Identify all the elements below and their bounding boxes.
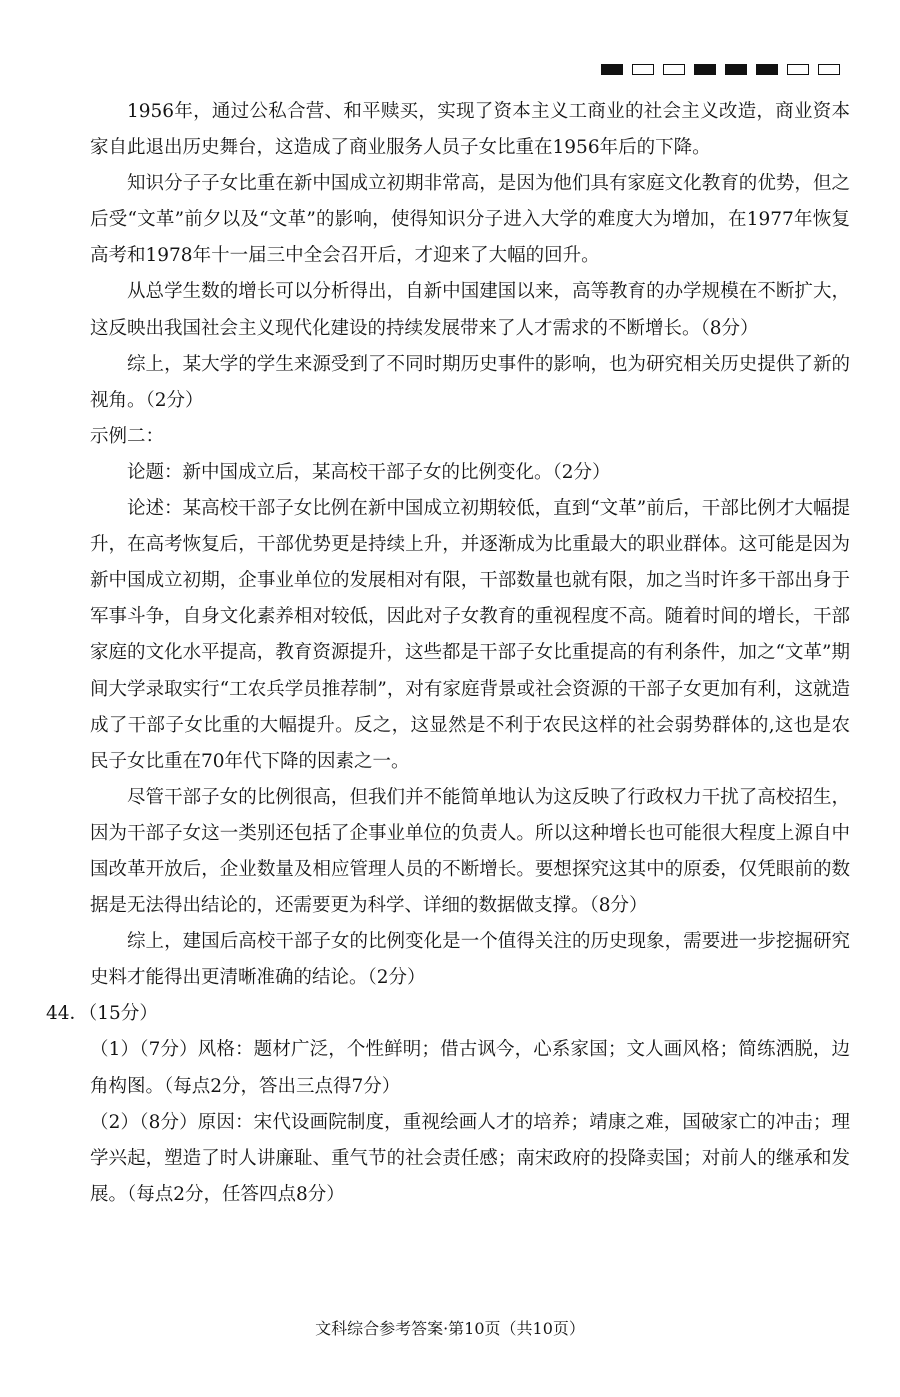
- filled-square-mark: [601, 64, 623, 75]
- example-label: 示例二：: [90, 425, 165, 447]
- paragraph: 综上，某大学的学生来源受到了不同时期历史事件的影响，也为研究相关历史提供了新的视角。（2分）: [90, 353, 850, 411]
- paragraph: 论述：某高校干部子女比例在新中国成立初期较低，直到“文革”前后，干部比例才大幅提升，在高考恢复后，干部优势更是持续上升，并逐渐成为比重最大的职业群体。这可能是因为新中国成立初期，企事业单位的发展相对有限，干部数量也就有限，加之当时许多干部出身于军事斗争，自身文化素养相对较低，因此对子女教育的重视程度不高。随着时间的增长，干部家庭的文化水平提高，教育资源提升，这些都是干部子女比重提高的有利条件，加之“文革”期间大学录取实行“工农兵学员推荐制”，对有家庭背景或社会资源的干部子女更加有利，这就造成了干部子女比重的大幅提升。反之，这显然是不利于农民这样的社会弱势群体的,这也是农民子女比重在70年代下降的因素之一。: [90, 498, 850, 772]
- question-44-item-1: （1）（7分）风格：题材广泛，个性鲜明；借古讽今，心系家国；文人画风格；简练洒脱，边角构图。（每点2分，答出三点得7分）: [90, 1039, 850, 1097]
- question-44-heading: 44．（15分）: [46, 1003, 158, 1025]
- paragraph: 综上，建国后高校干部子女的比例变化是一个值得关注的历史现象，需要进一步挖掘研究史料才能得出更清晰准确的结论。（2分）: [90, 931, 850, 989]
- empty-square-mark: [818, 64, 840, 75]
- answer-content: [46, 94, 850, 1213]
- filled-square-mark: [725, 64, 747, 75]
- header-marks: [601, 64, 840, 75]
- filled-square-mark: [694, 64, 716, 75]
- paragraph: 尽管干部子女的比例很高，但我们并不能简单地认为这反映了行政权力干扰了高校招生，因为干部子女这一类别还包括了企事业单位的负责人。所以这种增长也可能很大程度上源自中国改革开放后，企业数量及相应管理人员的不断增长。要想探究这其中的原委，仅凭眼前的数据是无法得出结论的，还需要更为科学、详细的数据做支撑。（8分）: [90, 786, 850, 917]
- empty-square-mark: [632, 64, 654, 75]
- page-footer: 文科综合参考答案·第10页（共10页）: [315, 1319, 585, 1338]
- question-44-item-2: （2）（8分）原因：宋代设画院制度，重视绘画人才的培养；靖康之难，国破家亡的冲击；理学兴起，塑造了时人讲廉耻、重气节的社会责任感；南宋政府的投降卖国；对前人的继承和发展。（每点2分，任答四点8分）: [90, 1111, 850, 1205]
- filled-square-mark: [756, 64, 778, 75]
- paragraph: 从总学生数的增长可以分析得出，自新中国建国以来，高等教育的办学规模在不断扩大，这反映出我国社会主义现代化建设的持续发展带来了人才需求的不断增长。（8分）: [90, 281, 850, 339]
- paragraph: 1956年，通过公私合营、和平赎买，实现了资本主义工商业的社会主义改造，商业资本家自此退出历史舞台，这造成了商业服务人员子女比重在1956年后的下降。: [90, 101, 850, 159]
- paragraph: 知识分子子女比重在新中国成立初期非常高，是因为他们具有家庭文化教育的优势，但之后受“文革”前夕以及“文革”的影响，使得知识分子进入大学的难度大为增加，在1977年恢复高考和1978年十一届三中全会召开后，才迎来了大幅的回升。: [90, 173, 850, 267]
- paragraph: 论题：新中国成立后，某高校干部子女的比例变化。（2分）: [127, 461, 611, 483]
- empty-square-mark: [787, 64, 809, 75]
- empty-square-mark: [663, 64, 685, 75]
